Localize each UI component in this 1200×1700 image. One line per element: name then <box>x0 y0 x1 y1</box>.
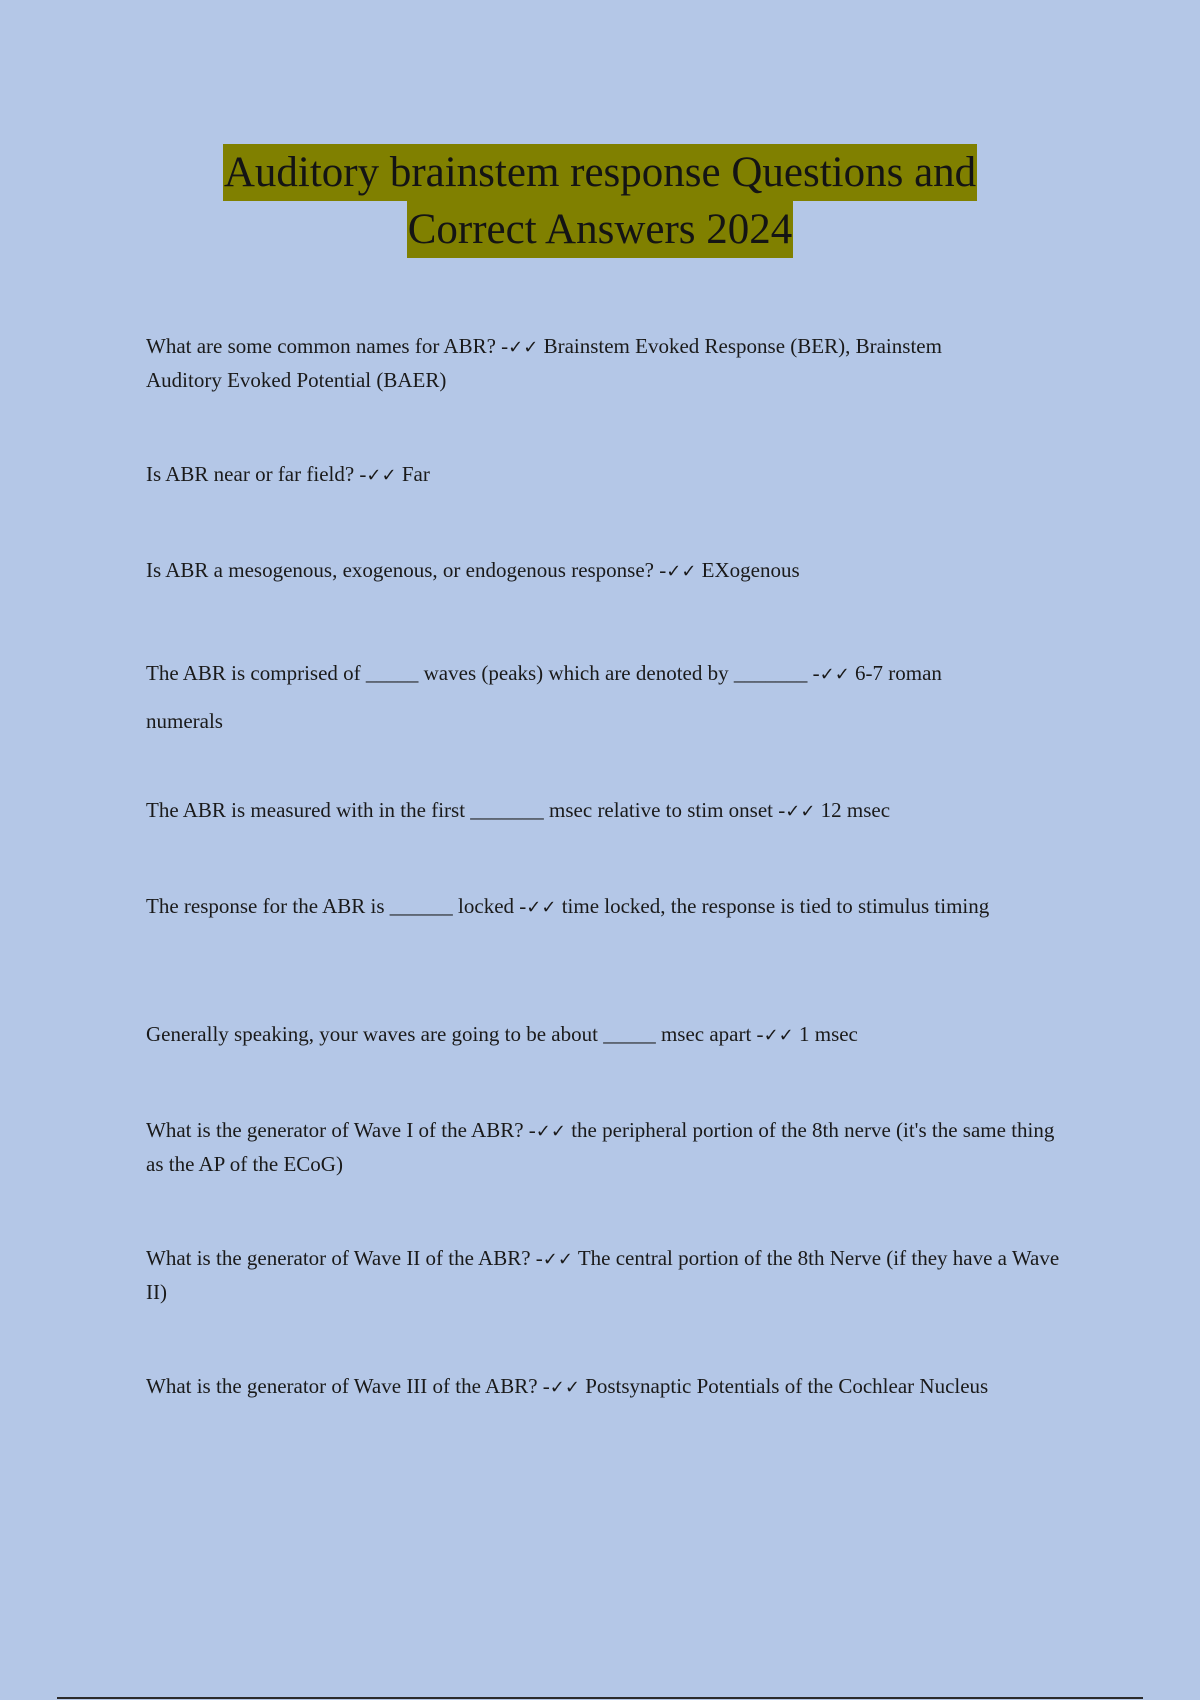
qa-item-10 <box>146 1370 1066 1404</box>
answer-text: 12 msec <box>815 798 891 822</box>
qa-item-7 <box>146 1018 1066 1052</box>
double-check-icon: ✓✓ <box>763 1025 794 1046</box>
double-check-icon: ✓✓ <box>666 561 697 582</box>
question-text: What is the generator of Wave II of the ABR? - <box>146 1246 543 1270</box>
qa-item-9 <box>146 1242 1066 1308</box>
answer-text: The central portion of the 8th Nerve (if they have a Wave II) <box>146 1246 1060 1304</box>
qa-item-8 <box>146 1114 1066 1180</box>
document-title <box>0 144 1200 258</box>
answer-text: the peripheral portion of the 8th nerve (it's the same thing as the AP of the ECoG) <box>146 1118 1055 1176</box>
answer-text: EXogenous <box>696 558 800 582</box>
question-text: The response for the ABR is ______ locked - <box>146 894 527 918</box>
answer-text: 1 msec <box>793 1022 858 1046</box>
qa-item-2 <box>146 458 1066 492</box>
qa-item-3 <box>146 554 1066 588</box>
double-check-icon: ✓✓ <box>785 801 816 822</box>
answer-text: Brainstem Evoked Response (BER), Brainstem Auditory Evoked Potential (BAER) <box>146 334 942 392</box>
answer-text: time locked, the response is tied to stimulus timing <box>556 894 990 918</box>
title-line-1: Auditory brainstem response Questions and <box>223 144 977 201</box>
question-text: The ABR is measured with in the first _______ msec relative to stim onset - <box>146 798 786 822</box>
qa-item-5 <box>146 794 1066 828</box>
question-text: What are some common names for ABR? - <box>146 334 509 358</box>
double-check-icon: ✓✓ <box>366 465 397 486</box>
qa-item-6 <box>146 890 1066 924</box>
question-text: What is the generator of Wave III of the ABR? - <box>146 1374 550 1398</box>
double-check-icon: ✓✓ <box>819 664 850 685</box>
double-check-icon: ✓✓ <box>535 1121 566 1142</box>
answer-text: Postsynaptic Potentials of the Cochlear Nucleus <box>579 1374 989 1398</box>
title-line-2: Correct Answers 2024 <box>407 201 794 258</box>
question-text: Is ABR a mesogenous, exogenous, or endogenous response? - <box>146 558 667 582</box>
qa-item-4 <box>146 650 1016 744</box>
bottom-divider <box>57 1697 1143 1699</box>
answer-text: 6-7 roman numerals <box>146 661 942 733</box>
qa-item-1 <box>146 330 966 396</box>
question-text: Generally speaking, your waves are going to be about _____ msec apart - <box>146 1022 764 1046</box>
question-text: What is the generator of Wave I of the ABR? - <box>146 1118 536 1142</box>
double-check-icon: ✓✓ <box>549 1377 580 1398</box>
question-text: Is ABR near or far field? - <box>146 462 367 486</box>
question-text: The ABR is comprised of _____ waves (peaks) which are denoted by _______ - <box>146 661 820 685</box>
double-check-icon: ✓✓ <box>542 1249 573 1270</box>
double-check-icon: ✓✓ <box>526 897 557 918</box>
answer-text: Far <box>396 462 430 486</box>
double-check-icon: ✓✓ <box>508 337 539 358</box>
